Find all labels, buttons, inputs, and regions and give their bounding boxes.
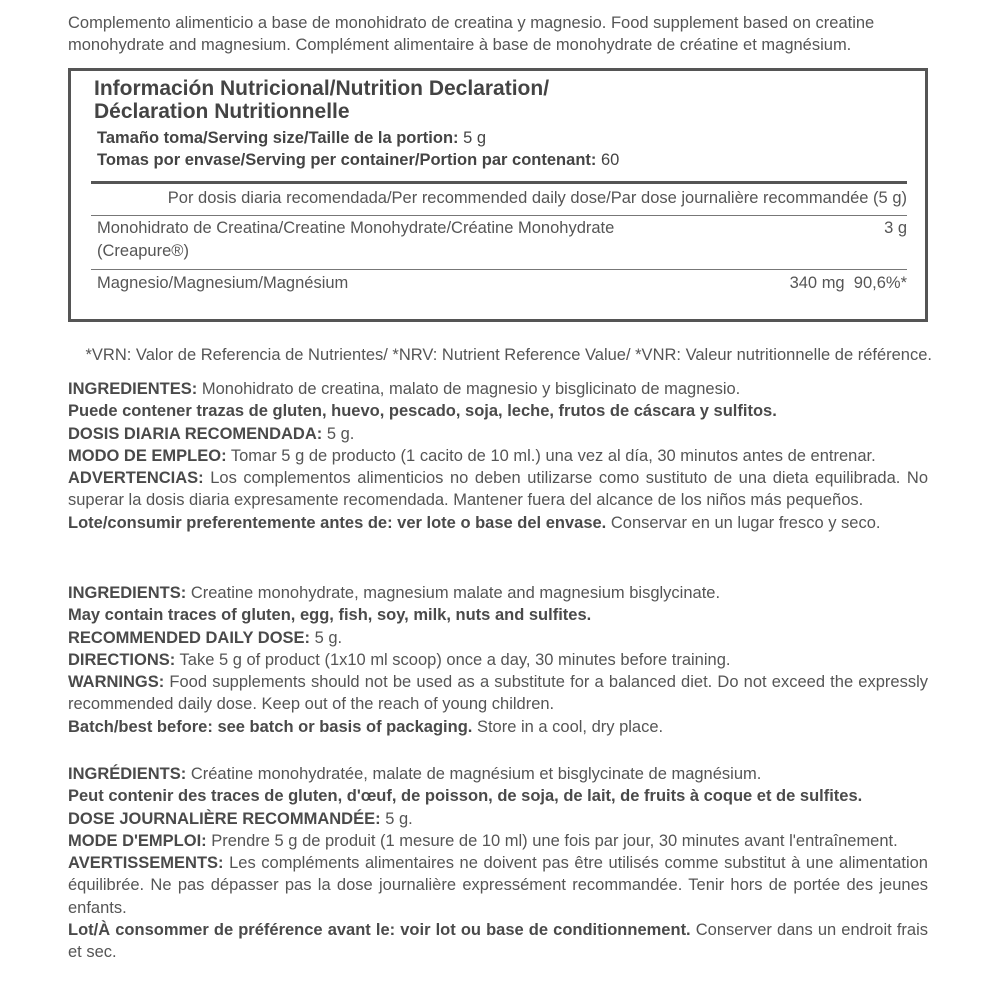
- traces-text: May contain traces of gluten, egg, fish, soy, milk, nuts and sulfites.: [68, 606, 592, 625]
- nutrient-name-line: (Creapure®): [97, 242, 189, 260]
- batch-label: Lot/À consommer de préférence avant le: voir lot ou base de conditionnement.: [68, 921, 691, 940]
- per-dose-header: Por dosis diaria recomendada/Per recommended daily dose/Par dose journalière recommandée (5 g): [167, 189, 907, 207]
- nutrient-name-line: Monohidrato de Creatina/Creatine Monohydrate/Créatine Monohydrate: [97, 219, 615, 237]
- warnings-text: Les compléments alimentaires ne doivent pas être utilisés comme substitut à une alimentation équilibrée. Ne pas dépasser pas la dose journalière expressément recommandée. Tenir hors de portée des jeunes enfants.: [68, 854, 928, 917]
- ingredients-label: INGRÉDIENTS:: [68, 765, 187, 783]
- ingredients-text: Créatine monohydratée, malate de magnésium et bisglycinate de magnésium.: [186, 765, 762, 783]
- warnings-label: WARNINGS:: [68, 673, 165, 692]
- divider: [91, 215, 907, 216]
- ingredients-label: INGREDIENTS:: [68, 584, 187, 602]
- batch-label: Lote/consumir preferentemente antes de: ver lote o base del envase.: [68, 513, 607, 532]
- daily-dose-label: DOSIS DIARIA RECOMENDADA:: [68, 424, 323, 443]
- ingredients-line: [68, 763, 928, 785]
- nutrient-name-creatine: [97, 217, 614, 263]
- nutrition-title-line2: Déclaration Nutritionnelle: [94, 100, 350, 123]
- daily-dose-text: 5 g.: [310, 628, 343, 647]
- batch-line: [68, 512, 928, 534]
- nutrition-table: [68, 68, 928, 322]
- directions-line: [68, 649, 928, 671]
- warnings-text: Food supplements should not be used as a substitute for a balanced diet. Do not exceed the expressly recommended daily dose. Keep out of the reach of young children.: [68, 673, 928, 714]
- daily-dose-line: [68, 627, 928, 649]
- directions-text: Tomar 5 g de producto (1 cacito de 10 ml.) una vez al día, 30 minutos antes de entrenar.: [226, 446, 876, 465]
- batch-line: [68, 919, 928, 964]
- allergen-traces: [68, 400, 928, 422]
- warnings-label: AVERTISSEMENTS:: [68, 854, 224, 873]
- directions-line: [68, 830, 928, 852]
- servings-per-container-label: Tomas por envase/Serving per container/Portion par contenant:: [97, 151, 597, 169]
- daily-dose-text: 5 g.: [380, 809, 413, 828]
- warnings-text: Los complementos alimenticios no deben utilizarse como sustituto de una dieta equilibrada. No superar la dosis diaria expresamente recomendada. Mantener fuera del alcance de los niños más pequeños.: [68, 469, 928, 510]
- daily-dose-line: [68, 423, 928, 445]
- directions-text: Take 5 g of product (1x10 ml scoop) once a day, 30 minutes before training.: [175, 650, 731, 669]
- warnings-line: [68, 467, 928, 512]
- directions-label: DIRECTIONS:: [68, 650, 176, 669]
- nrv-footnote: *VRN: Valor de Referencia de Nutrientes/ *NRV: Nutrient Reference Value/ *VNR: Valeur nutritionnelle de référence.: [85, 346, 932, 364]
- serving-size-row: [97, 129, 486, 148]
- serving-size-label: Tamaño toma/Serving size/Taille de la portion:: [97, 129, 459, 147]
- directions-text: Prendre 5 g de produit (1 mesure de 10 ml) une fois par jour, 30 minutes avant l'entraînement.: [206, 831, 898, 850]
- serving-size-value: 5 g: [463, 129, 487, 147]
- ingredients-text: Monohidrato de creatina, malato de magnesio y bisglicinato de magnesio.: [197, 380, 741, 398]
- section-spanish: [68, 378, 928, 534]
- ingredients-text: Creatine monohydrate, magnesium malate and magnesium bisglycinate.: [186, 584, 721, 602]
- ingredients-label: INGREDIENTES:: [68, 380, 198, 398]
- nutrient-value-creatine: 3 g: [884, 219, 907, 237]
- section-french: [68, 763, 928, 964]
- daily-dose-text: 5 g.: [322, 424, 355, 443]
- nutrient-value-magnesium: 340 mg 90,6%*: [789, 274, 907, 292]
- nutrient-name-magnesium: Magnesio/Magnesium/Magnésium: [97, 274, 349, 292]
- batch-line: [68, 716, 928, 738]
- traces-text: Puede contener trazas de gluten, huevo, pescado, soja, leche, frutos de cáscara y sulfitos.: [68, 402, 777, 421]
- servings-per-container-value: 60: [600, 151, 620, 169]
- allergen-traces: [68, 604, 928, 626]
- daily-dose-line: [68, 808, 928, 830]
- product-description: Complemento alimenticio a base de monohidrato de creatina y magnesio. Food supplement based on creatine monohydrate and magnesium. Complément alimentaire à base de monohydrate de créatine et magnésium.: [68, 14, 875, 54]
- warnings-line: [68, 852, 928, 919]
- thick-divider: [91, 181, 907, 184]
- servings-per-container-row: [97, 151, 619, 170]
- traces-text: Peut contenir des traces de gluten, d'œuf, de poisson, de soja, de lait, de fruits à coque et de sulfites.: [68, 787, 863, 806]
- batch-label: Batch/best before: see batch or basis of packaging.: [68, 717, 473, 736]
- daily-dose-label: RECOMMENDED DAILY DOSE:: [68, 628, 311, 647]
- ingredients-line: [68, 582, 928, 604]
- nutrition-title: [94, 77, 549, 123]
- storage-text: Conservar en un lugar fresco y seco.: [606, 513, 881, 532]
- warnings-label: ADVERTENCIAS:: [68, 469, 204, 488]
- section-english: [68, 582, 928, 738]
- storage-text: Store in a cool, dry place.: [472, 717, 664, 736]
- allergen-traces: [68, 785, 928, 807]
- divider: [91, 269, 907, 270]
- storage-text: Conserver dans un endroit frais et sec.: [68, 921, 928, 962]
- directions-line: [68, 445, 928, 467]
- directions-label: MODE D'EMPLOI:: [68, 831, 207, 850]
- ingredients-line: [68, 378, 928, 400]
- directions-label: MODO DE EMPLEO:: [68, 446, 227, 465]
- warnings-line: [68, 671, 928, 716]
- daily-dose-label: DOSE JOURNALIÈRE RECOMMANDÉE:: [68, 809, 381, 828]
- nutrition-title-line1: Información Nutricional/Nutrition Declaration/: [94, 77, 550, 100]
